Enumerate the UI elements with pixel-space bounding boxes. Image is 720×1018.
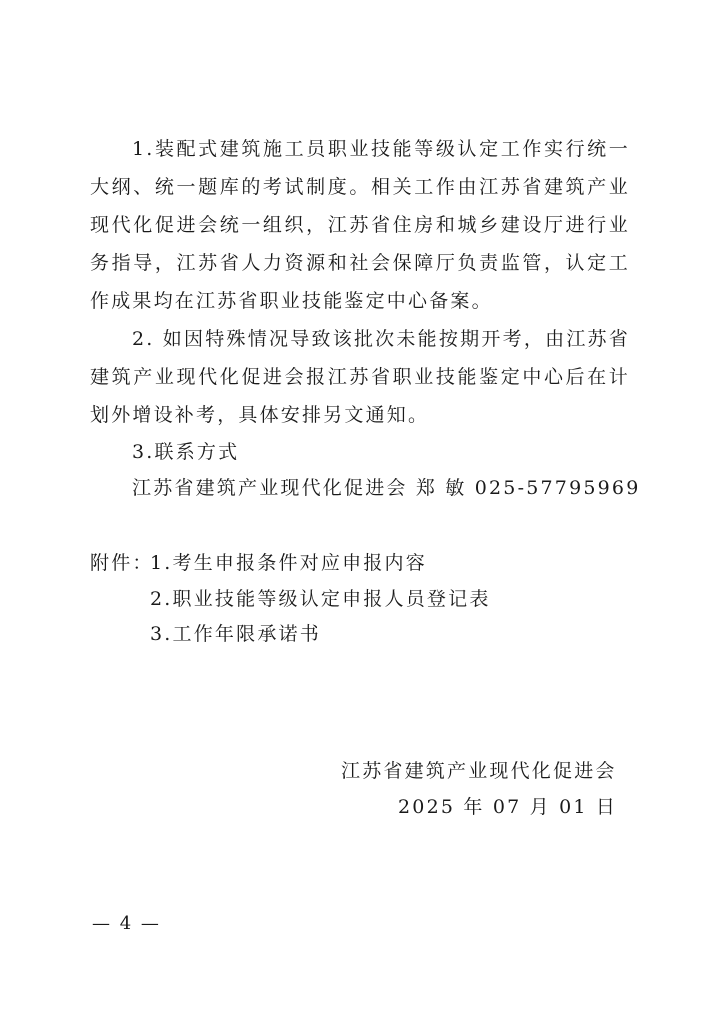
- contact-line: 江苏省建筑产业现代化促进会 郑 敏 025-57795969: [132, 477, 641, 499]
- attachment-item: 3.工作年限承诺书: [150, 623, 321, 645]
- attachments-label: 附件：: [90, 552, 154, 574]
- paragraph-item-1: 1.装配式建筑施工员职业技能等级认定工作实行统一大纲、统一题库的考试制度。相关工作由江苏省建筑产业现代化促进会统一组织，江苏省住房和城乡建设厅进行业务指导，江苏省人力资源和社会保障厅负责监管，认定工作成果均在江苏省职业技能鉴定中心备案。: [90, 138, 630, 312]
- contact-heading: 3.联系方式: [132, 441, 240, 463]
- attachment-item: 1.考生申报条件对应申报内容: [150, 552, 427, 574]
- signature-date: 2025 年 07 月 01 日: [398, 796, 618, 818]
- signature-organization: 江苏省建筑产业现代化促进会: [341, 760, 617, 782]
- attachment-item: 2.职业技能等级认定申报人员登记表: [150, 588, 491, 610]
- paragraph-item-2: 2. 如因特殊情况导致该批次未能按期开考，由江苏省建筑产业现代化促进会报江苏省职业技能鉴定中心后在计划外增设补考，具体安排另文通知。: [90, 328, 630, 426]
- page-number: — 4 —: [92, 913, 161, 934]
